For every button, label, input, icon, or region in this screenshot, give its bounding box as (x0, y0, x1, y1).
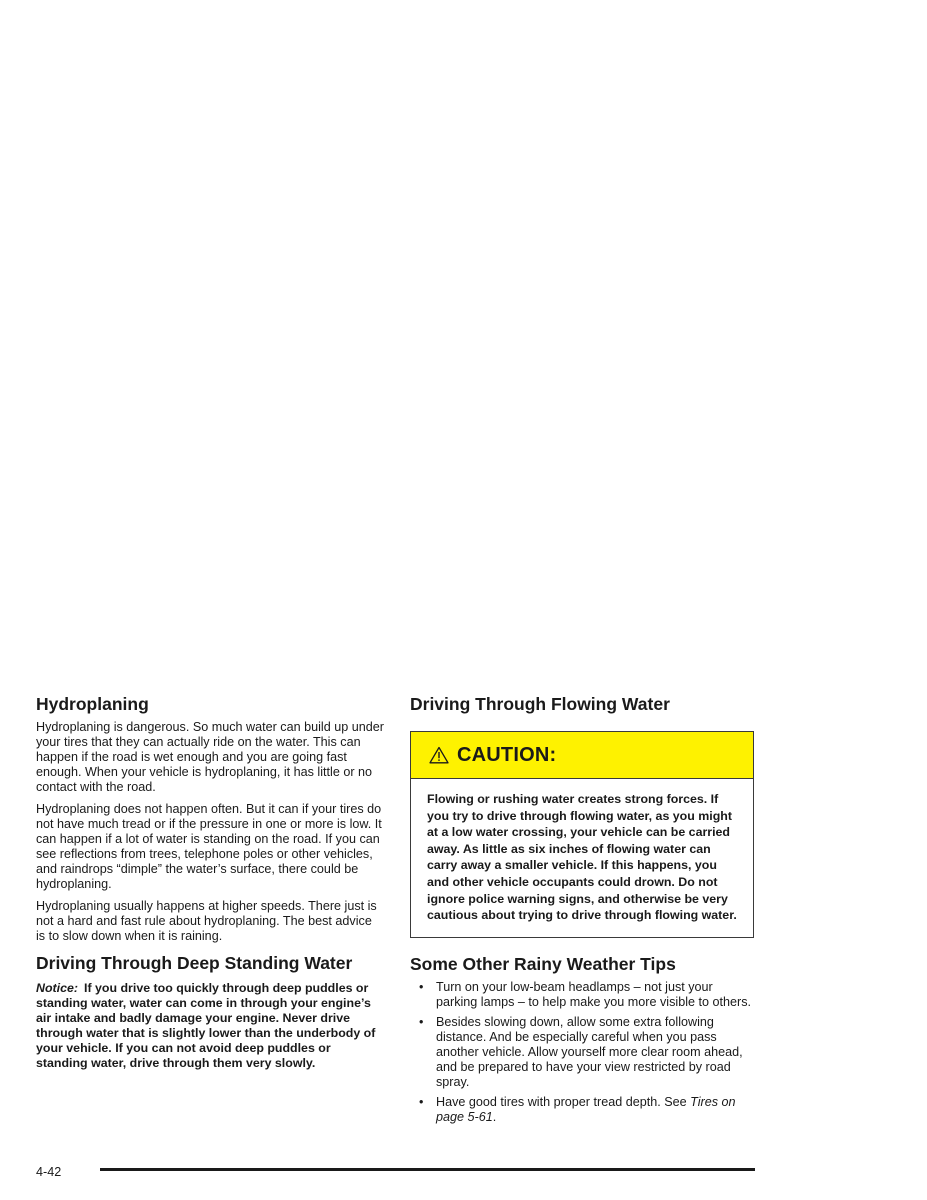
tip-text: Besides slowing down, allow some extra following distance. And be especially careful when you pass another vehicle. Allow yourself more clear room ahead, and be prepared to have your view restricted by road spray. (436, 1014, 743, 1089)
caution-header (411, 732, 753, 779)
notice-label: Notice: (36, 981, 78, 995)
caution-text: Flowing or rushing water creates strong forces. If you try to drive through flowing water, as you might at a low water crossing, your vehicle can be carried away. As little as six inches of flowing water can carry away a smaller vehicle. If this happens, you and other vehicle occupants could drown. Do not ignore police warning signs, and otherwise be very cautious about trying to drive through flowing water. (427, 792, 737, 923)
rainy-tips-heading: Some Other Rainy Weather Tips (410, 953, 676, 974)
tires-page-reference: Tires on page 5-61 (436, 1094, 736, 1124)
hydroplaning-heading: Hydroplaning (36, 694, 149, 714)
footer-rule (100, 1168, 755, 1171)
deep-water-section (36, 952, 384, 1071)
rainy-tips-list (410, 980, 755, 1125)
hydroplaning-section (36, 693, 384, 944)
warning-triangle-icon (429, 746, 449, 764)
bullet-icon: • (419, 979, 424, 994)
left-column (36, 693, 384, 1071)
hydroplaning-paragraph-1: Hydroplaning is dangerous. So much water can build up under your tires that they can actually ride on the water. This can happen if the road is wet enough and you are going fast enough. When your vehicle is hydroplaning, it has little or no contact with the road. (36, 720, 384, 794)
bullet-icon: • (419, 1094, 424, 1109)
tip-text: Have good tires with proper tread depth. See (436, 1094, 691, 1109)
flowing-water-heading: Driving Through Flowing Water (410, 694, 670, 714)
tip-text: Turn on your low-beam headlamps – not just your parking lamps – to help make you more visible to others. (436, 979, 751, 1009)
tip-end: . (492, 1109, 497, 1124)
right-column (410, 693, 755, 1130)
rainy-tips-section (410, 953, 755, 1125)
bullet-icon: • (419, 1014, 424, 1029)
deep-water-notice (36, 981, 384, 1071)
list-item (419, 1094, 755, 1125)
notice-text: If you drive too quickly through deep puddles or standing water, water can come in through your engine’s air intake and badly damage your engine. Never drive through water that is slightly lower than the underbody of your vehicle. If you can not avoid deep puddles or standing water, drive through them very slowly. (36, 981, 376, 1070)
hydroplaning-paragraph-2: Hydroplaning does not happen often. But it can if your tires do not have much tread or if the pressure in one or more is low. It can happen if a lot of water is standing on the road. If you can see reflections from trees, telephone poles or other vehicles, and raindrops “dimple” the water’s surface, there could be hydroplaning. (36, 802, 382, 891)
caution-title: CAUTION: (457, 743, 557, 766)
caution-box (410, 731, 754, 938)
list-item (419, 1014, 755, 1090)
hydroplaning-paragraph-3: Hydroplaning usually happens at higher speeds. There just is not a hard and fast rule about hydroplaning. The best advice is to slow down when it is raining. (36, 899, 377, 943)
deep-water-heading: Driving Through Deep Standing Water (36, 953, 353, 973)
flowing-water-section (410, 693, 755, 938)
page-number: 4-42 (36, 1165, 62, 1179)
list-item (419, 979, 755, 1010)
